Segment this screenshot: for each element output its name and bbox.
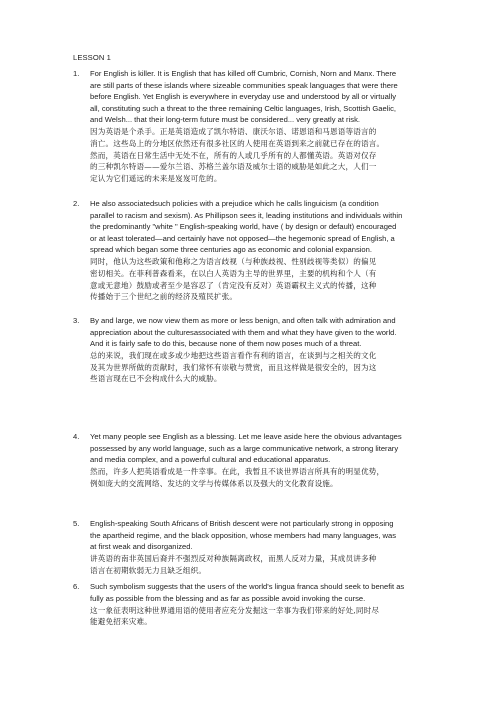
english-text: He also associatedsuch policies with a prejudice which he calls linguicism (a condition parallel to racism and sexism). As Phillipson sees it, leading institutions and individuals within the predominantly "white " English-speaking world, have ( by design or default) encouraged or at least tolerated—and certainly have not opposed—the hegemonic spread of English, a spread which began some three centuries ago as economic and colonial expansion. [90, 199, 403, 255]
english-text: English-speaking South Africans of British descent were not particularly strong in opposing the apartheid regime, and the black opposition, whose members had many languages, was at first weak and disorganized. [90, 519, 397, 552]
numbered-paragraph [73, 68, 433, 184]
chinese-translation: 总的来说，我们现在或多或少地把这些语言看作有利的语言，在谈到与之相关的文化 及其为世界所做的贡献时，我们常怀有崇敬与赞赏，而且这样做是很安全的，因为这 些语言现在已不会构成什么大的威胁。 [90, 351, 377, 384]
paragraph-number: 2. [73, 199, 80, 208]
paragraph-number: 6. [73, 582, 80, 591]
numbered-paragraph [73, 198, 433, 303]
chinese-translation: 讲英语的南非英国后裔并不强烈反对种族隔离政权，而黑人反对力量，其成员讲多种 语言在初期软弱无力且缺乏组织。 [90, 554, 377, 575]
english-text: Yet many people see English as a blessing. Let me leave aside here the obvious advantages possessed by any world language, such as a large communicative network, a strong literary and media complex, and a powerful cultural and educational apparatus. [90, 432, 402, 465]
english-text: Such symbolism suggests that the users of the world's lingua franca should seek to benefit as fully as possible from the blessing and as far as possible avoid invoking the curse. [90, 582, 405, 603]
paragraph-number: 3. [73, 316, 80, 325]
english-text: For English is killer. It is English that has killed off Cumbric, Cornish, Norn and Manx. There are still parts of these islands where sizeable communities speak languages that were there before English. Yet English is everywhere in everyday use and understood by all or virtually all, constituting such a threat to the three remaining Celtic languages, Irish, Scottish Gaelic, and Welsh... that their long-term future must be considered... very greatly at risk. [90, 69, 398, 125]
paragraph-number: 1. [73, 69, 80, 78]
paragraph-number: 5. [73, 519, 80, 528]
chinese-translation: 因为英语是个杀手。正是英语造成了凯尔特语、康沃尔语、诺恩语和马恩语等语言的 消亡。这些岛上的分地区依然还有很多社区的人使用在英语到来之前就已存在的语言。 然而，英语在日常生活中无处不在，所有的人或几乎所有的人都懂英语。英语对仅存 的三种凯尔特语——爱尔兰语、苏格兰盖尔语及威尔士语的威胁是如此之大，人们一 定认为它们遥远的未来是岌岌可危的。 [90, 127, 385, 183]
numbered-paragraph [73, 315, 433, 385]
chinese-translation: 这一象征表明这种世界通用语的使用者应充分发掘这一幸事为我们带来的好处,同时尽 能避免招来灾难。 [90, 605, 380, 627]
english-text: By and large, we now view them as more or less benign, and often talk with admiration and appreciation about the culturesassociated with them and what they have given to the world. And it is fairly safe to do this, because none of them now poses much of a threat. [90, 316, 397, 349]
numbered-paragraph [73, 431, 433, 489]
chinese-translation: 同时，他认为这些政策和他称之为语言歧视（与种族歧视、性别歧视等类似）的偏见 密切相关。在菲利普森看来，在以白人英语为主导的世界里，主要的机构和个人（有 意或无意地）鼓励或者至少是容忍了（肯定没有反对）英语霸权主义式的传播，这种 传播始于三个世纪之前的经济及殖民扩张。 [90, 257, 377, 302]
numbered-paragraph [73, 518, 433, 576]
paragraph-number: 4. [73, 432, 80, 441]
chinese-translation: 然而，许多人把英语看成是一件幸事。在此，我暂且不谈世界语言所具有的明显优势， 例如庞大的交流网络、发达的文学与传媒体系以及强大的文化教育设施。 [90, 467, 385, 488]
lesson-title: LESSON 1 [73, 53, 111, 62]
numbered-paragraph [73, 581, 433, 628]
